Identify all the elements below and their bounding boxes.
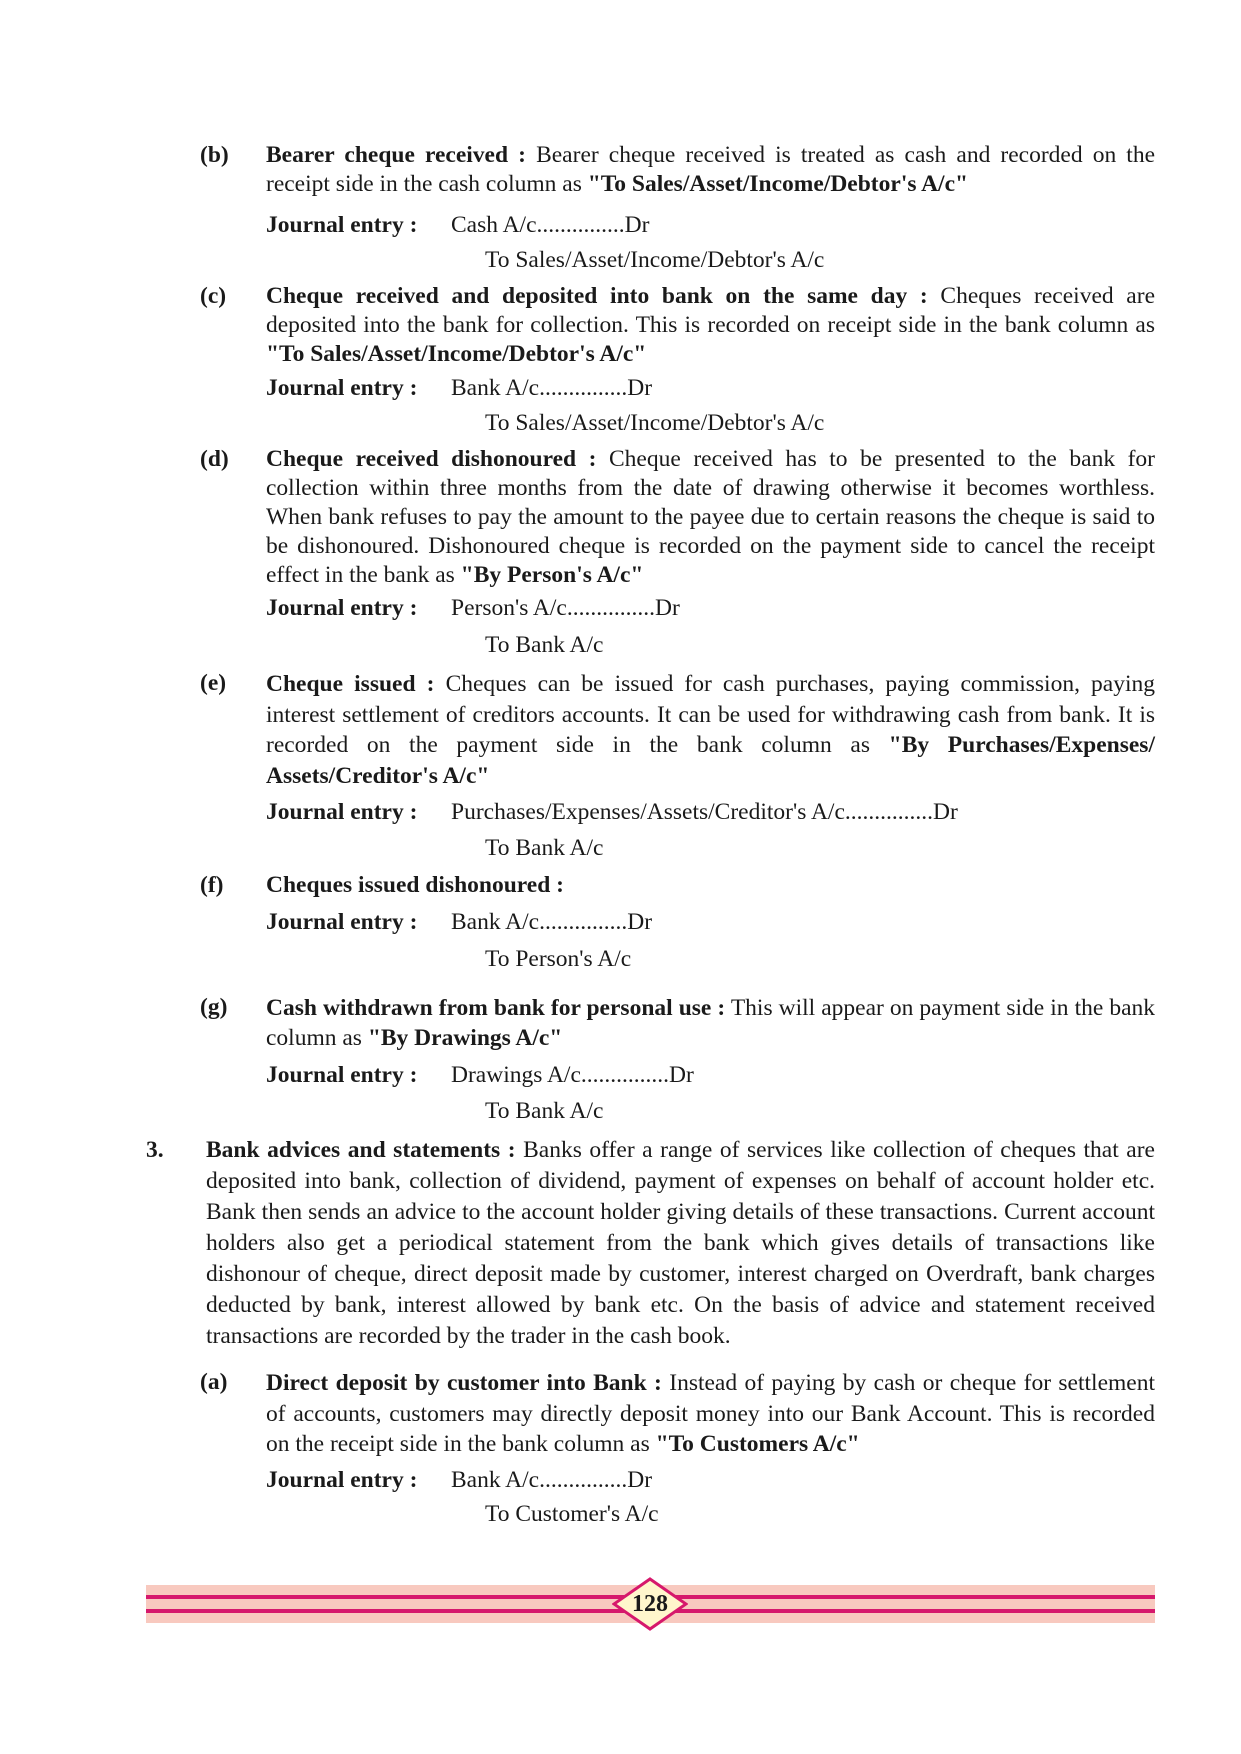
section-title: Bank advices and statements : xyxy=(206,1137,516,1163)
item-title: Direct deposit by customer into Bank : xyxy=(266,1370,662,1396)
journal-entry-g xyxy=(266,1061,694,1090)
journal-key: Journal entry : xyxy=(266,595,418,621)
journal-debit: Bank A/c...............Dr xyxy=(451,375,653,401)
journal-debit: Cash A/c...............Dr xyxy=(451,212,650,238)
item-body xyxy=(266,669,1155,791)
item-text: Cheques can be issued for cash purchases, paying commission, paying interest settlement of creditors accounts. It can be used for withdrawing cash from bank. It is recorded on the payment side in the bank column as xyxy=(266,671,1156,758)
item-text: Instead of paying by cash or cheque for settlement of accounts, customers may directly deposit money into our Bank Account. This is recorded on the receipt side in the bank column as xyxy=(266,1370,1155,1457)
journal-credit-b: To Sales/Asset/Income/Debtor's A/c xyxy=(485,247,825,273)
item-tail: "By Drawings A/c" xyxy=(367,1025,563,1051)
item-body xyxy=(266,445,1155,590)
item-title: Cheques issued dishonoured : xyxy=(266,872,564,898)
item-text: Cheque received has to be presented to the bank for collection within three months from the date of drawing otherwise it becomes worthless. When bank refuses to pay the amount to the payee due to certain reasons the cheque is said to be dishonoured. Dishonoured cheque is recorded on the payment side to cancel the receipt effect in the bank as xyxy=(266,446,1155,588)
item-b xyxy=(200,141,1155,199)
item-text: Cheques received are deposited into the bank for collection. This is recorded on receipt side in the bank column as xyxy=(266,283,1155,338)
journal-debit: Bank A/c...............Dr xyxy=(451,1467,653,1493)
journal-credit-e: To Bank A/c xyxy=(485,835,604,861)
item-title: Cash withdrawn from bank for personal use : xyxy=(266,995,726,1021)
item-text: Bearer cheque received is treated as cash and recorded on the receipt side in the cash column as xyxy=(266,142,1156,197)
section-label: 3. xyxy=(146,1137,164,1163)
item-label: (d) xyxy=(200,446,229,472)
item-title: Bearer cheque received : xyxy=(266,142,526,168)
journal-debit: Purchases/Expenses/Assets/Creditor's A/c...............Dr xyxy=(451,799,958,825)
section-text: Banks offer a range of services like collection of cheques that are deposited into bank, collection of dividend, payment of expenses on behalf of account holder etc. Bank then sends an advice to the account holder giving details of these transactions. Current account holders also get a periodical statement from the bank which gives details of transactions like dishonour of cheque, direct deposit made by customer, interest charged on Overdraft, bank charges deducted by bank, interest allowed by bank etc. On the basis of advice and statement received transactions are recorded by the trader in the cash book. xyxy=(206,1137,1155,1349)
item-text: This will appear on payment side in the bank column as xyxy=(266,995,1155,1051)
item-tail: "By Purchases/Expenses/ Assets/Creditor's A/c" xyxy=(266,732,1155,789)
item-body xyxy=(266,141,1155,199)
journal-credit-c: To Sales/Asset/Income/Debtor's A/c xyxy=(485,410,825,436)
item-f xyxy=(200,871,1155,900)
item-title: Cheque received and deposited into bank on the same day : xyxy=(266,283,928,309)
journal-credit-g: To Bank A/c xyxy=(485,1098,604,1124)
item-label: (e) xyxy=(200,670,227,696)
item-c xyxy=(200,282,1155,369)
item-label: (b) xyxy=(200,142,229,168)
item-d xyxy=(200,445,1155,590)
page-number: 128 xyxy=(632,1591,668,1617)
item-label: (c) xyxy=(200,283,227,309)
journal-entry-3a xyxy=(266,1466,652,1495)
journal-debit: Drawings A/c...............Dr xyxy=(451,1062,694,1088)
journal-key: Journal entry : xyxy=(266,212,418,238)
page-number-badge xyxy=(612,1577,688,1631)
journal-key: Journal entry : xyxy=(266,375,418,401)
journal-key: Journal entry : xyxy=(266,1062,418,1088)
journal-entry-f xyxy=(266,908,652,937)
journal-entry-b xyxy=(266,211,649,240)
section-body xyxy=(206,1135,1155,1352)
item-title: Cheque issued : xyxy=(266,671,435,697)
page-footer xyxy=(146,1585,1155,1623)
journal-key: Journal entry : xyxy=(266,1467,418,1493)
item-e xyxy=(200,669,1155,791)
journal-credit-3a: To Customer's A/c xyxy=(485,1501,659,1527)
item-title: Cheque received dishonoured : xyxy=(266,446,597,472)
item-body xyxy=(266,1368,1155,1460)
item-tail: "To Customers A/c" xyxy=(655,1431,860,1457)
item-body xyxy=(266,993,1155,1053)
journal-key: Journal entry : xyxy=(266,799,418,825)
section-3 xyxy=(146,1135,1155,1352)
item-label: (g) xyxy=(200,994,228,1020)
journal-entry-e xyxy=(266,798,958,827)
journal-debit: Person's A/c...............Dr xyxy=(451,595,680,621)
journal-entry-d xyxy=(266,594,680,623)
journal-key: Journal entry : xyxy=(266,909,418,935)
item-tail: "To Sales/Asset/Income/Debtor's A/c" xyxy=(266,341,647,367)
item-3a xyxy=(200,1368,1155,1460)
item-label: (a) xyxy=(200,1369,228,1395)
item-body xyxy=(266,282,1155,369)
item-body xyxy=(266,871,1155,900)
journal-entry-c xyxy=(266,374,652,403)
item-tail: "By Person's A/c" xyxy=(460,562,644,588)
item-label: (f) xyxy=(200,872,224,898)
item-tail: "To Sales/Asset/Income/Debtor's A/c" xyxy=(587,171,969,197)
journal-debit: Bank A/c...............Dr xyxy=(451,909,653,935)
journal-credit-d: To Bank A/c xyxy=(485,632,604,658)
item-g xyxy=(200,993,1155,1053)
journal-credit-f: To Person's A/c xyxy=(485,946,632,972)
